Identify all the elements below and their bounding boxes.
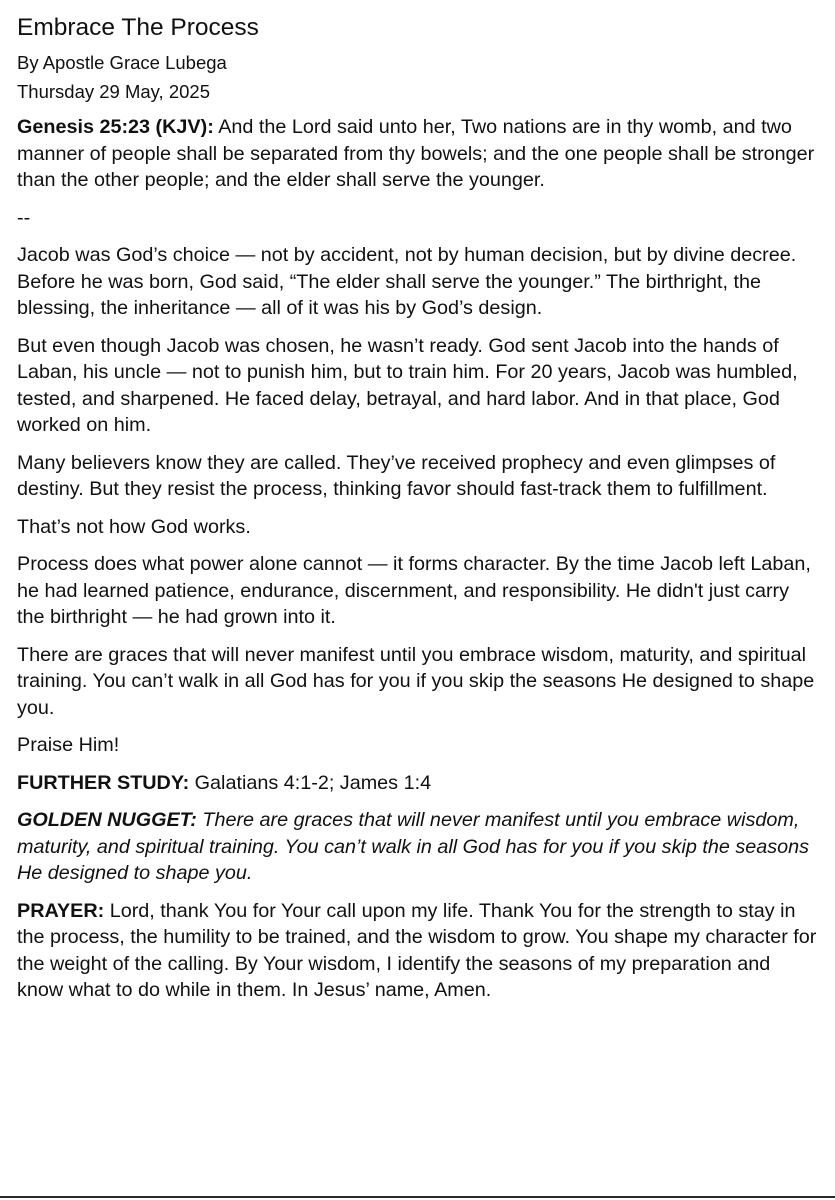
golden-nugget-text: There are graces that will never manifest until you embrace wisdom, maturity, and spiritual training. You can’t walk in all God has for you if you skip the seasons He designed to shape you. xyxy=(17,809,810,884)
body-paragraph: There are graces that will never manifest until you embrace wisdom, maturity, and spiritual training. You can’t walk in all God has for you if you skip the seasons He designed to shape you. xyxy=(17,643,815,719)
prayer-label: PRAYER: xyxy=(17,899,105,922)
golden-nugget-label: GOLDEN NUGGET: xyxy=(17,809,197,831)
body-paragraph: Praise Him! xyxy=(17,734,120,756)
devotional-document xyxy=(17,12,817,1015)
prayer-paragraph xyxy=(17,898,817,1004)
body-paragraph: But even though Jacob was chosen, he wasn’t ready. God sent Jacob into the hands of Laban, his uncle — not to punish him, but to train him. For 20 years, Jacob was humbled, tested, and sharpened. He faced delay, betrayal, and hard labor. And in that place, God worked on him. xyxy=(17,334,798,436)
scripture-paragraph xyxy=(17,114,817,194)
body-paragraph: Process does what power alone cannot — it forms character. By the time Jacob left Laban, he had learned patience, endurance, discernment, and responsibility. He didn't just carry the birthright — he had grown into it. xyxy=(17,553,811,628)
further-study-label: FURTHER STUDY: xyxy=(17,771,190,794)
bottom-divider xyxy=(0,1196,835,1198)
scripture-reference: Genesis 25:23 (KJV): xyxy=(17,116,214,138)
date-line: Thursday 29 May, 2025 xyxy=(17,81,210,102)
body-paragraph: That’s not how God works. xyxy=(17,515,251,538)
scripture-text: And the Lord said unto her, Two nations are in thy womb, and two manner of people shall be separated from thy bowels; and the one people shall be stronger than the other people; and the elder shall serve the younger. xyxy=(17,116,815,191)
body-paragraph: Jacob was God’s choice — not by accident, not by human decision, but by divine decree. Before he was born, God said, “The elder shall serve the younger.” The birthright, the blessing, the inheritance — all of it was his by God’s design. xyxy=(17,244,797,319)
further-study-paragraph xyxy=(17,770,817,797)
author-line: By Apostle Grace Lubega xyxy=(17,52,227,73)
page-title: Embrace The Process xyxy=(17,14,259,41)
separator: -- xyxy=(17,206,31,229)
body-paragraph: Many believers know they are called. They’ve received prophecy and even glimpses of destiny. But they resist the process, thinking favor should fast-track them to fulfillment. xyxy=(17,451,776,500)
prayer-text: Lord, thank You for Your call upon my life. Thank You for the strength to stay in the process, the humility to be trained, and the wisdom to grow. You shape my character for the weight of the calling. By Your wisdom, I identify the seasons of my preparation and know what to do while in them. In Jesus’ name, Amen. xyxy=(17,899,817,1001)
golden-nugget-paragraph xyxy=(17,807,817,887)
further-study-text: Galatians 4:1-2; James 1:4 xyxy=(189,771,432,794)
